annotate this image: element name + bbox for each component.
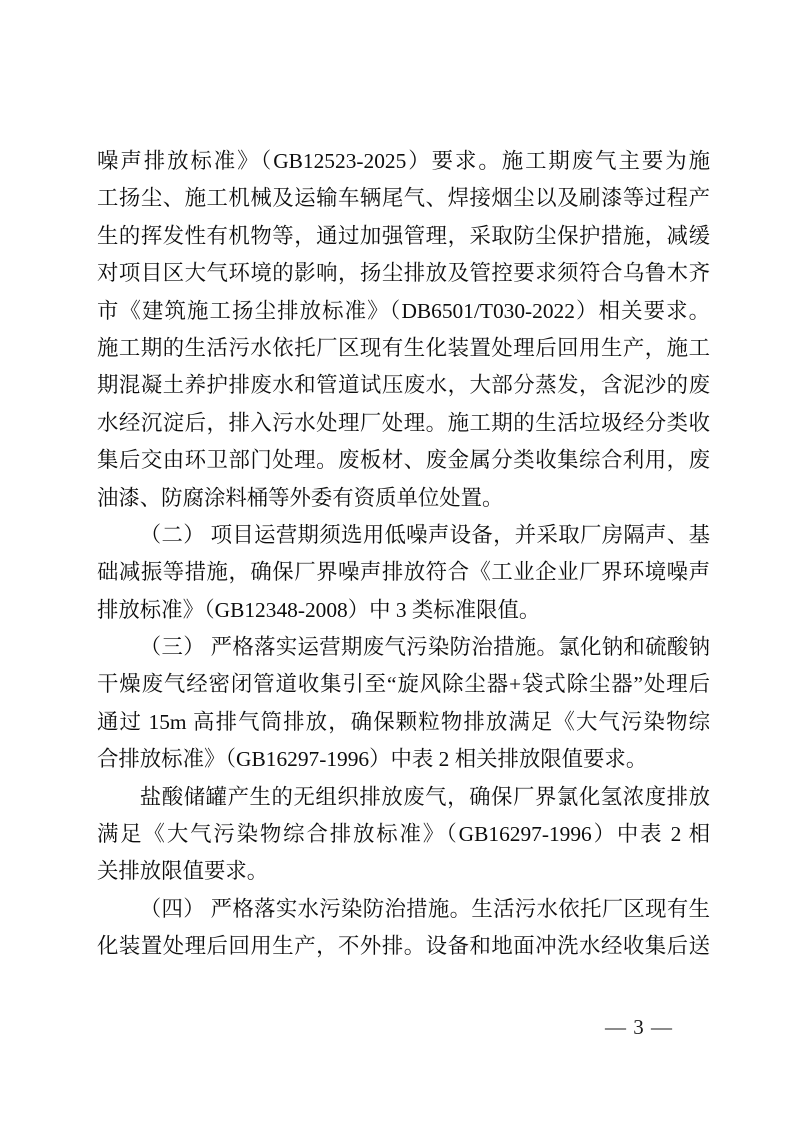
text-line: （四） 严格落实水污染防治措施。生活污水依托厂区现有生 [139, 896, 710, 921]
text-line: 市《建筑施工扬尘排放标准》（DB6501/T030-2022）相关要求。 [97, 298, 710, 323]
text-line: （二） 项目运营期须选用低噪声设备，并采取厂房隔声、基 [139, 522, 710, 547]
document-body [97, 143, 710, 966]
text-line: 础减振等措施，确保厂界噪声排放符合《工业企业厂界环境噪声 [97, 560, 710, 585]
text-line: 关排放限值要求。 [97, 859, 269, 884]
paragraph-item-4-water [97, 891, 710, 966]
text-line: 对项目区大气环境的影响，扬尘排放及管控要求须符合乌鲁木齐 [97, 261, 710, 286]
text-line: 工扬尘、施工机械及运输车辆尾气、焊接烟尘以及刷漆等过程产 [97, 186, 710, 211]
page-number: — 3 — [605, 1015, 673, 1039]
text-line: 满足《大气污染物综合排放标准》（GB16297-1996）中表 2 相 [97, 822, 710, 847]
text-line: 噪声排放标准》（GB12523-2025）要求。施工期废气主要为施 [97, 149, 710, 173]
paragraph-construction-period [97, 143, 710, 517]
text-line: （三） 严格落实运营期废气污染防治措施。氯化钠和硫酸钠 [139, 635, 710, 660]
paragraph-item-2-noise [97, 517, 710, 629]
text-line: 通过 15m 高排气筒排放，确保颗粒物排放满足《大气污染物综 [97, 709, 710, 734]
paragraph-hcl-tank [97, 779, 710, 891]
text-line: 集后交由环卫部门处理。废板材、废金属分类收集综合利用，废 [97, 448, 710, 473]
text-line: 排放标准》（GB12348-2008）中 3 类标准限值。 [97, 597, 541, 622]
text-line: 水经沉淀后，排入污水处理厂处理。施工期的生活垃圾经分类收 [97, 410, 710, 435]
text-line: 化装置处理后回用生产，不外排。设备和地面冲洗水经收集后送 [97, 934, 710, 959]
text-line: 生的挥发性有机物等，通过加强管理，采取防尘保护措施，减缓 [97, 223, 710, 248]
text-line: 合排放标准》（GB16297-1996）中表 2 相关排放限值要求。 [97, 747, 648, 772]
text-line: 期混凝土养护排废水和管道试压废水，大部分蒸发，含泥沙的废 [97, 373, 710, 398]
text-line: 油漆、防腐涂料桶等外委有资质单位处置。 [97, 485, 504, 510]
text-line: 施工期的生活污水依托厂区现有生化装置处理后回用生产，施工 [97, 335, 710, 360]
paragraph-item-3-exhaust [97, 629, 710, 779]
text-line: 盐酸储罐产生的无组织排放废气，确保厂界氯化氢浓度排放 [139, 784, 710, 809]
text-line: 干燥废气经密闭管道收集引至“旋风除尘器+袋式除尘器”处理后 [97, 672, 710, 697]
